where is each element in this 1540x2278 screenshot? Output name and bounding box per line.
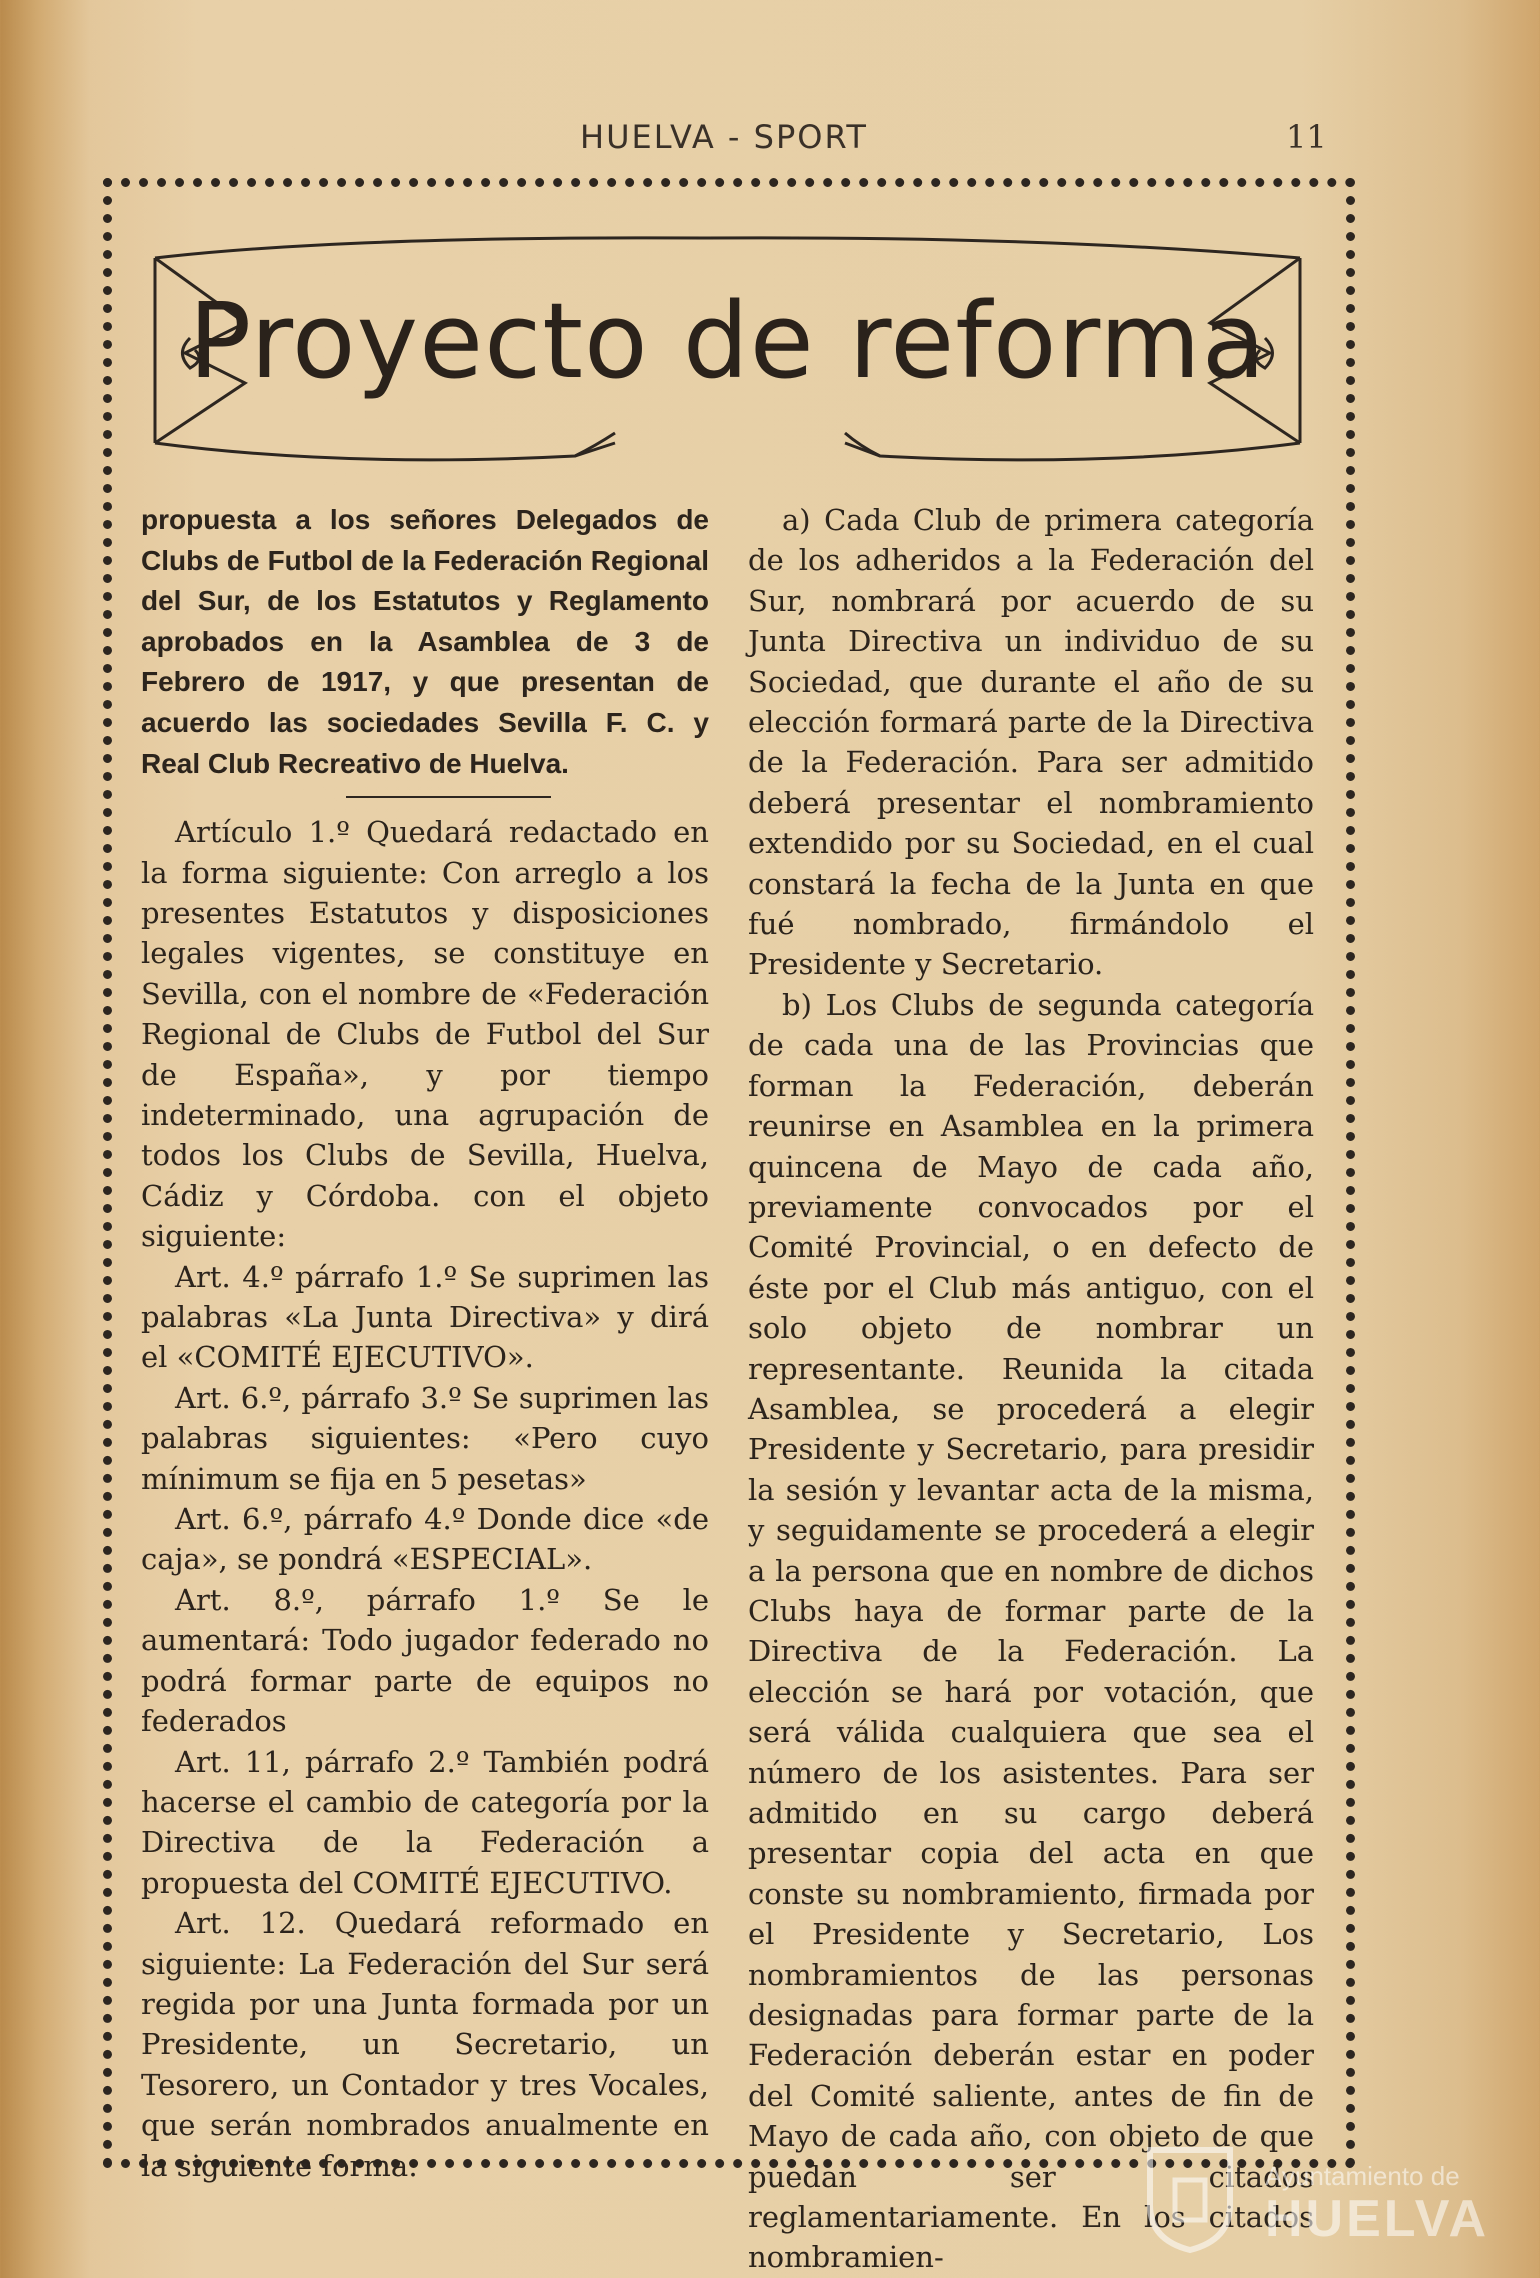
page-number: 11 — [1286, 118, 1327, 156]
section-divider — [346, 796, 551, 798]
left-column — [141, 500, 709, 2186]
right-column — [748, 500, 1314, 2278]
title-banner — [145, 228, 1310, 483]
watermark-logo — [1130, 2135, 1510, 2255]
article-6-3-paragraph: Art. 6.º, párrafo 3.º Se suprimen las palabras siguientes: «Pero cuyo mínimum se fija en 5 pesetas» — [141, 1380, 709, 1496]
publication-title: HUELVA - SPORT — [580, 118, 868, 156]
article-1-paragraph: Artículo 1.º Quedará redactado en la forma siguiente: Con arreglo a los presentes Estatutos y disposiciones legales vigentes, se constituye en Sevilla, con el nombre de «Federación Regional de Clubs de Futbol del Sur de España», y por tiempo indeterminado, una agrupación de todos los Clubs de Sevilla, Huelva, Cádiz y Córdoba. con el objeto siguiente: — [141, 815, 709, 1254]
watermark-line2: HUELVA — [1265, 2190, 1490, 2248]
shield-icon — [1130, 2135, 1250, 2255]
intro-paragraph: propuesta a los señores Delegados de Clubs de Futbol de la Federación Regional del Sur, de los Estatutos y Reglamento aprobados en la Asamblea de 3 de Febrero de 1917, y que presentan de acuerdo las sociedades Sevilla F. C. y Real Club Recreativo de Huelva. — [141, 504, 709, 779]
clause-a-paragraph: a) Cada Club de primera categoría de los adheridos a la Federación del Sur, nombrará por acuerdo de su Junta Directiva un individuo de su Sociedad, que durante el año de su elección formará parte de la Directiva de la Federación. Para ser admitido deberá presentar el nombramiento extendido por su Sociedad, en el cual constará la fecha de la Junta en que fué nombrado, firmándolo el Presidente y Secretario. — [748, 503, 1314, 982]
article-11-paragraph: Art. 11, párrafo 2.º También podrá hacerse el cambio de categoría por la Directiva de la Federación a propuesta del COMITÉ EJECUTIVO. — [141, 1744, 709, 1900]
watermark-line1: Ayuntamiento de — [1265, 2161, 1460, 2191]
article-12-paragraph: Art. 12. Quedará reformado en siguiente: La Federación del Sur será regida por una Junta formada por un Presidente, un Secretario, un Tesorero, un Contador y tres Vocales, que serán nombrados anualmente en la siguiente forma: — [141, 1906, 709, 2183]
article-4-paragraph: Art. 4.º párrafo 1.º Se suprimen las palabras «La Junta Directiva» y dirá el «COMITÉ EJECUTIVO». — [141, 1259, 709, 1375]
article-8-paragraph: Art. 8.º, párrafo 1.º Se le aumentará: Todo jugador federado no podrá formar parte de equipos no federados — [141, 1582, 709, 1739]
page-header — [0, 118, 1540, 168]
article-title: Proyecto de reforma — [188, 280, 1267, 402]
article-6-4-paragraph: Art. 6.º, párrafo 4.º Donde dice «de caja», se pondrá «ESPECIAL». — [141, 1502, 709, 1577]
clause-b-paragraph: b) Los Clubs de segunda categoría de cada una de las Provincias que forman la Federación, deberán reunirse en Asamblea en la primera quincena de Mayo de cada año, previamente convocados por el Comité Provincial, o en defecto de éste por el Club más antiguo, con el solo objeto de nombrar un representante. Reunida la citada Asamblea, se procederá a elegir Presidente y Secretario, para presidir la sesión y levantar acta de la misma, y seguidamente se procederá a elegir a la persona que en nombre de dichos Clubs haya de formar parte de la Directiva de la Federación. La elección se hará por votación, que será válida cualquiera que sea el número de los asistentes. Para ser admitido en su cargo deberá presentar copia del acta en que conste su nombramiento, firmada por el Presidente y Secretario, Los nombramientos de las personas designadas para formar parte de la Federación deberán estar en poder del Comité saliente, antes de fin de Mayo de cada año, con objeto de que puedan ser citados reglamentariamente. En los citados nombramien- — [748, 987, 1314, 2275]
